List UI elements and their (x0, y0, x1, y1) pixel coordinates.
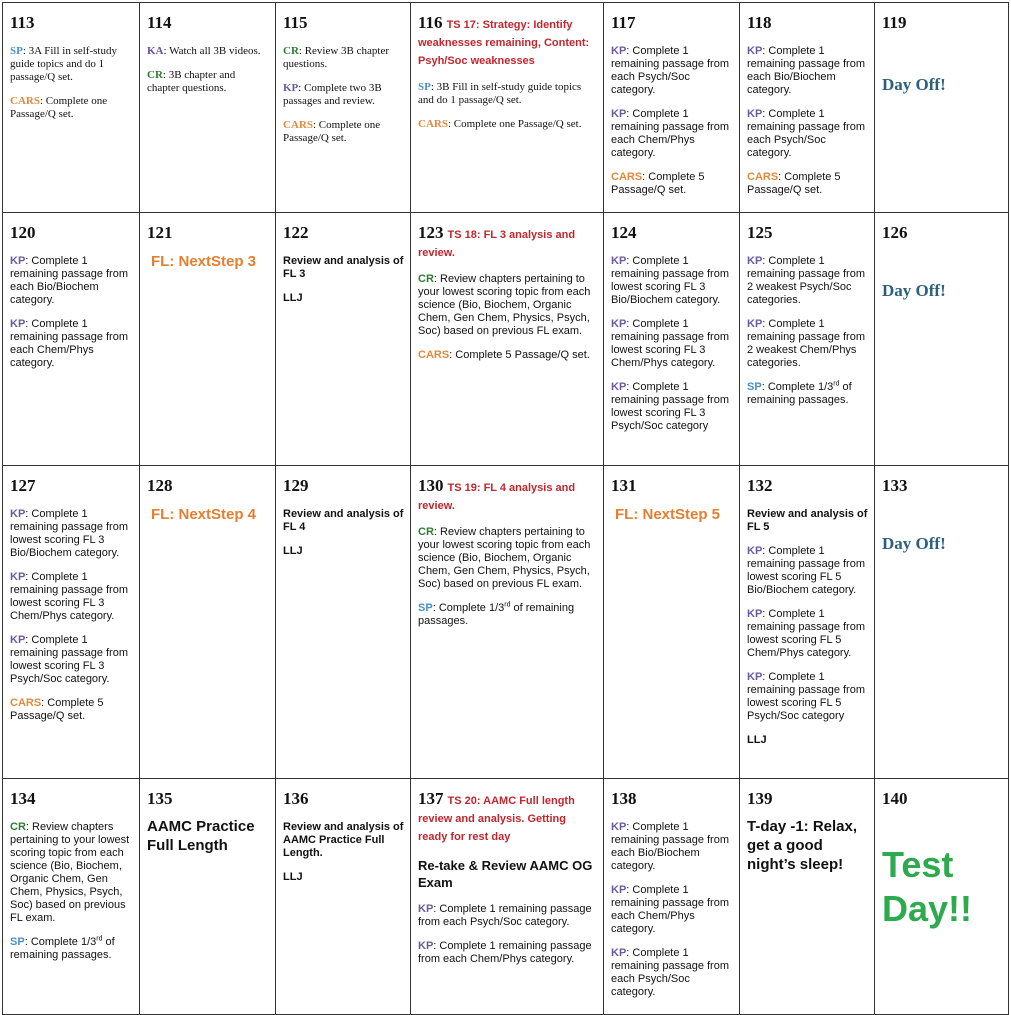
bold-task-text: LLJ (283, 871, 303, 883)
day-header (418, 476, 597, 514)
task-entry: KP: Complete 1 remaining passage from 2 weakest Psych/Soc categories. (747, 255, 866, 306)
task-tag-cr: CR (10, 821, 26, 833)
task-entry: CARS: Complete 5 Passage/Q set. (10, 697, 104, 722)
day-header (418, 789, 597, 845)
task-tag-kp: KP (747, 255, 763, 267)
task-entry (283, 821, 404, 860)
task-tag-sp: SP (418, 81, 431, 93)
day-cell-126 (875, 213, 1009, 466)
day-header (418, 13, 597, 69)
task-text: Complete 1 remaining passage from lowest scoring FL 3 Bio/Biochem category. (10, 508, 129, 559)
day-cell-113 (3, 3, 140, 213)
day-header (418, 223, 597, 261)
day-number: 140 (882, 789, 908, 808)
day-header (10, 223, 133, 243)
task-text: 3B chapter and chapter questions. (147, 69, 236, 94)
task-entry: KP: Complete 1 remaining passage from lowest scoring FL 3 Psych/Soc category (611, 381, 730, 432)
task-entry (283, 255, 404, 281)
day-number: 129 (283, 476, 309, 495)
day-number: 125 (747, 223, 773, 242)
day-header (747, 476, 868, 496)
day-header (10, 789, 133, 809)
task-text: Complete 5 Passage/Q set. (747, 171, 841, 196)
task-text: Complete one Passage/Q set. (10, 95, 108, 120)
ordinal-suffix: rd (96, 935, 103, 943)
task-tag-kp: KP (418, 903, 434, 915)
task-entry: KP: Complete 1 remaining passage from each Psych/Soc category. (418, 903, 592, 928)
day-header (147, 13, 269, 33)
day-number: 138 (611, 789, 637, 808)
task-tag-kp: KP (611, 821, 627, 833)
test-strategy-label: TS 20: AAMC Full length review and analysis. Getting ready for rest day (418, 795, 575, 843)
task-text: Watch all 3B videos. (169, 45, 261, 57)
full-length-exam-label: FL: NextStep 5 (615, 506, 721, 523)
full-length-exam-label: FL: NextStep 3 (151, 253, 257, 270)
day-number: 135 (147, 789, 173, 808)
bold-task-text: Review and analysis of FL 4 (283, 508, 404, 533)
task-text: Complete 1 remaining passage from each Psych/Soc category. (418, 903, 592, 928)
task-tag-kp: KP (611, 947, 627, 959)
task-entry: SP: Complete 1/3rd of remaining passages. (418, 601, 575, 627)
calendar-week-row (3, 779, 1009, 1015)
day-number: 139 (747, 789, 773, 808)
ordinal-suffix: rd (504, 601, 511, 609)
task-entry: KP: Complete 1 remaining passage from each Chem/Phys category. (418, 940, 592, 965)
task-entry: CR: Review 3B chapter questions. (283, 45, 390, 70)
day-header (10, 13, 133, 33)
task-text: Complete 1 remaining passage from each Bio/Biochem category. (611, 821, 730, 872)
task-text: Complete 1 remaining passage from each Bio/Biochem category. (10, 255, 129, 306)
task-text: Complete 5 Passage/Q set. (611, 171, 705, 196)
day-header (747, 223, 868, 243)
task-tag-kp: KP (611, 318, 627, 330)
task-tag-cars: CARS (10, 95, 40, 107)
bold-task-text: LLJ (283, 545, 303, 557)
highlight-label: AAMC Practice Full Length (147, 818, 255, 854)
test-strategy-label: TS 19: FL 4 analysis and review. (418, 482, 576, 512)
day-cell-140 (875, 779, 1009, 1015)
task-entry (747, 734, 868, 747)
task-text: Complete 1 remaining passage from lowest scoring FL 3 Psych/Soc category. (10, 634, 129, 685)
task-text: Complete 1/3 (438, 602, 505, 614)
day-number: 127 (10, 476, 36, 495)
day-number: 132 (747, 476, 773, 495)
task-entry: KP: Complete 1 remaining passage from lowest scoring FL 3 Bio/Biochem category. (611, 255, 730, 306)
day-number: 131 (611, 476, 637, 495)
test-strategy-label: TS 18: FL 3 analysis and review. (418, 229, 576, 259)
task-entry: CR: Review chapters pertaining to your lowest scoring topic from each science (Bio, Biochem, Organic Chem, Gen Chem, Physics, Psych, Soc) based on previous FL exam. (418, 526, 591, 590)
task-entry: CARS: Complete one Passage/Q set. (418, 118, 582, 130)
day-cell-134 (3, 779, 140, 1015)
task-text: Complete 1/3 (767, 381, 834, 393)
task-tag-ka: KA (147, 45, 164, 57)
task-entry: SP: 3A Fill in self-study guide topics and do 1 passage/Q set. (10, 45, 117, 83)
calendar-week-row (3, 466, 1009, 779)
day-number: 137 (418, 789, 444, 808)
task-text: Complete 1 remaining passage from lowest scoring FL 3 Chem/Phys category. (611, 318, 730, 369)
task-text: Review chapters pertaining to your lowest scoring topic from each science (Bio, Biochem, Organic Chem, Gen Chem, Physics, Psych, Soc) based on previous FL exam. (418, 273, 591, 337)
task-tag-cars: CARS (418, 118, 448, 130)
task-entry (283, 871, 404, 884)
task-text: Complete 1 remaining passage from each Chem/Phys category. (418, 940, 592, 965)
task-tag-cr: CR (418, 526, 434, 538)
task-tag-cars: CARS (283, 119, 313, 131)
day-cell-119 (875, 3, 1009, 213)
task-text: Complete 1 remaining passage from each Bio/Biochem category. (747, 45, 866, 96)
day-cell-122 (276, 213, 411, 466)
task-entry: KP: Complete 1 remaining passage from each Chem/Phys category. (10, 318, 129, 369)
day-cell-117 (604, 3, 740, 213)
task-tag-kp: KP (611, 108, 627, 120)
task-text: Review 3B chapter questions. (283, 45, 390, 70)
task-entry: CR: 3B chapter and chapter questions. (147, 69, 236, 94)
task-tag-cars: CARS (747, 171, 779, 183)
calendar-week-row (3, 3, 1009, 213)
task-entry: KP: Complete 1 remaining passage from each Chem/Phys category. (611, 108, 730, 159)
day-number: 123 (418, 223, 444, 242)
day-off-label: Day Off! (882, 75, 946, 94)
day-off-label: Day Off! (882, 534, 946, 553)
task-entry: CARS: Complete 5 Passage/Q set. (747, 171, 841, 196)
day-number: 136 (283, 789, 309, 808)
task-entry: KP: Complete 1 remaining passage from each Psych/Soc category. (611, 947, 730, 998)
task-tag-cars: CARS (418, 349, 450, 361)
day-header (611, 223, 733, 243)
day-header (882, 13, 1002, 33)
day-header (611, 476, 733, 496)
task-tag-cr: CR (418, 273, 434, 285)
full-length-exam-label: FL: NextStep 4 (151, 506, 257, 523)
task-text: Complete 1 remaining passage from each Chem/Phys category. (611, 884, 730, 935)
task-entry: KP: Complete 1 remaining passage from each Chem/Phys category. (611, 884, 730, 935)
task-text: Complete 1 remaining passage from each Chem/Phys category. (611, 108, 730, 159)
day-header (283, 476, 404, 496)
day-cell-120 (3, 213, 140, 466)
task-text: Complete two 3B passages and review. (283, 82, 382, 107)
bold-task-text: Review and analysis of FL 5 (747, 508, 868, 533)
day-cell-136 (276, 779, 411, 1015)
task-entry: CARS: Complete 5 Passage/Q set. (418, 349, 590, 361)
day-header (611, 13, 733, 33)
day-cell-125 (740, 213, 875, 466)
bold-task-text: LLJ (283, 292, 303, 304)
task-tag-kp: KP (611, 255, 627, 267)
day-number: 113 (10, 13, 35, 32)
task-entry: CR: Review chapters pertaining to your lowest scoring topic from each science (Bio, Biochem, Organic Chem, Gen Chem, Physics, Psych, Soc) based on previous FL exam. (10, 821, 130, 924)
task-entry: CARS: Complete one Passage/Q set. (283, 119, 381, 144)
task-tag-kp: KP (10, 508, 26, 520)
task-tag-kp: KP (10, 255, 26, 267)
day-cell-123 (411, 213, 604, 466)
task-entry: KP: Complete 1 remaining passage from lowest scoring FL 3 Chem/Phys category. (611, 318, 730, 369)
task-text: Complete 1 remaining passage from each Chem/Phys category. (10, 318, 129, 369)
task-text: Complete 1 remaining passage from each Psych/Soc category. (611, 947, 730, 998)
task-tag-kp: KP (747, 45, 763, 57)
task-tag-cr: CR (147, 69, 163, 81)
day-number: 126 (882, 223, 908, 242)
day-number: 117 (611, 13, 636, 32)
task-text: 3B Fill in self-study guide topics and do 1 passage/Q set. (418, 81, 582, 106)
task-entry: KP: Complete 1 remaining passage from each Psych/Soc category. (611, 45, 730, 96)
task-tag-sp: SP (747, 381, 762, 393)
day-number: 120 (10, 223, 36, 242)
task-entry: KP: Complete 1 remaining passage from lowest scoring FL 3 Psych/Soc category. (10, 634, 129, 685)
day-number: 122 (283, 223, 309, 242)
day-cell-138 (604, 779, 740, 1015)
day-cell-132 (740, 466, 875, 779)
task-tag-sp: SP (418, 602, 433, 614)
day-header (147, 223, 269, 243)
task-entry: KP: Complete 1 remaining passage from lowest scoring FL 5 Chem/Phys category. (747, 608, 866, 659)
day-off-label: Day Off! (882, 281, 946, 300)
task-entry (283, 545, 404, 558)
day-cell-115 (276, 3, 411, 213)
day-header (283, 223, 404, 243)
day-number: 116 (418, 13, 443, 32)
task-text: Review chapters pertaining to your lowest scoring topic from each science (Bio, Biochem, Organic Chem, Gen Chem, Physics, Psych, Soc) based on previous FL exam. (10, 821, 130, 924)
task-text: Complete 5 Passage/Q set. (455, 349, 590, 361)
task-entry: KP: Complete 1 remaining passage from lowest scoring FL 3 Chem/Phys category. (10, 571, 129, 622)
task-tag-kp: KP (747, 608, 763, 620)
task-text: Complete 1 remaining passage from lowest scoring FL 5 Bio/Biochem category. (747, 545, 866, 596)
task-tag-kp: KP (10, 318, 26, 330)
day-cell-128 (140, 466, 276, 779)
task-tag-sp: SP (10, 936, 25, 948)
task-entry: KP: Complete two 3B passages and review. (283, 82, 382, 107)
day-header (882, 223, 1002, 243)
task-text: Complete 1 remaining passage from each Psych/Soc category. (747, 108, 866, 159)
task-tag-kp: KP (611, 884, 627, 896)
task-text: 3A Fill in self-study guide topics and do 1 passage/Q set. (10, 45, 117, 83)
task-entry: CARS: Complete 5 Passage/Q set. (611, 171, 705, 196)
task-entry: KP: Complete 1 remaining passage from each Bio/Biochem category. (747, 45, 866, 96)
day-cell-137 (411, 779, 604, 1015)
task-entry: KP: Complete 1 remaining passage from 2 weakest Chem/Phys categories. (747, 318, 866, 369)
task-tag-kp: KP (418, 940, 434, 952)
task-entry: CARS: Complete one Passage/Q set. (10, 95, 108, 120)
task-tag-sp: SP (10, 45, 23, 57)
day-number: 134 (10, 789, 36, 808)
task-tag-kp: KP (747, 108, 763, 120)
day-number: 118 (747, 13, 772, 32)
bold-task-text: Review and analysis of FL 3 (283, 255, 404, 280)
retake-exam-label: Re-take & Review AAMC OG Exam (418, 858, 593, 890)
task-tag-kp: KP (611, 381, 627, 393)
task-entry: SP: 3B Fill in self-study guide topics and do 1 passage/Q set. (418, 81, 582, 106)
task-entry (283, 508, 404, 534)
task-text-continued: of remaining passages. (418, 602, 575, 627)
day-header (882, 476, 1002, 496)
ordinal-suffix: rd (833, 380, 840, 388)
task-entry: CR: Review chapters pertaining to your lowest scoring topic from each science (Bio, Biochem, Organic Chem, Gen Chem, Physics, Psych, Soc) based on previous FL exam. (418, 273, 591, 337)
task-entry (747, 508, 868, 534)
task-text: Complete 1 remaining passage from 2 weakest Chem/Phys categories. (747, 318, 866, 369)
day-cell-114 (140, 3, 276, 213)
task-entry: SP: Complete 1/3rd of remaining passages. (747, 380, 852, 406)
task-tag-kp: KP (611, 45, 627, 57)
task-entry: KP: Complete 1 remaining passage from lowest scoring FL 5 Psych/Soc category (747, 671, 866, 722)
task-entry: KP: Complete 1 remaining passage from lowest scoring FL 3 Bio/Biochem category. (10, 508, 129, 559)
day-number: 114 (147, 13, 172, 32)
day-cell-116 (411, 3, 604, 213)
task-entry: KP: Complete 1 remaining passage from each Bio/Biochem category. (611, 821, 730, 872)
task-entry: KP: Complete 1 remaining passage from lowest scoring FL 5 Bio/Biochem category. (747, 545, 866, 596)
task-tag-kp: KP (283, 82, 299, 94)
bold-task-text: Review and analysis of AAMC Practice Full Length. (283, 821, 404, 859)
day-cell-131 (604, 466, 740, 779)
task-text: Complete 1 remaining passage from lowest scoring FL 3 Chem/Phys category. (10, 571, 129, 622)
day-cell-121 (140, 213, 276, 466)
task-tag-cars: CARS (611, 171, 643, 183)
day-header (747, 13, 868, 33)
task-text: Complete 1 remaining passage from lowest scoring FL 5 Psych/Soc category (747, 671, 866, 722)
day-number: 130 (418, 476, 444, 495)
task-text: Complete one Passage/Q set. (283, 119, 381, 144)
day-header (611, 789, 733, 809)
day-cell-130 (411, 466, 604, 779)
task-entry: KP: Complete 1 remaining passage from each Psych/Soc category. (747, 108, 866, 159)
task-text-continued: of remaining passages. (747, 381, 852, 406)
task-text: Complete one Passage/Q set. (453, 118, 582, 130)
task-text-continued: of remaining passages. (10, 936, 115, 961)
highlight-label: T-day -1: Relax, get a good night’s sleep! (747, 818, 858, 873)
task-tag-kp: KP (747, 671, 763, 683)
day-cell-127 (3, 466, 140, 779)
task-text: Complete 1 remaining passage from 2 weakest Psych/Soc categories. (747, 255, 866, 306)
task-text: Complete 5 Passage/Q set. (10, 697, 104, 722)
day-number: 121 (147, 223, 173, 242)
task-tag-kp: KP (747, 318, 763, 330)
task-tag-kp: KP (10, 571, 26, 583)
day-cell-139 (740, 779, 875, 1015)
study-calendar (2, 2, 1009, 1015)
test-strategy-label: TS 17: Strategy: Identify weaknesses remaining, Content: Psyh/Soc weaknesses (418, 19, 590, 67)
task-entry: SP: Complete 1/3rd of remaining passages. (10, 935, 115, 961)
day-header (283, 789, 404, 809)
test-day-label: Test Day!! (882, 844, 973, 929)
task-tag-cr: CR (283, 45, 299, 57)
calendar-week-row (3, 213, 1009, 466)
task-text: Review chapters pertaining to your lowest scoring topic from each science (Bio, Biochem, Organic Chem, Gen Chem, Physics, Psych, Soc) based on previous FL exam. (418, 526, 591, 590)
day-number: 128 (147, 476, 173, 495)
day-cell-124 (604, 213, 740, 466)
task-tag-kp: KP (10, 634, 26, 646)
day-header (147, 476, 269, 496)
task-entry: KA: Watch all 3B videos. (147, 45, 261, 57)
day-header (147, 789, 269, 809)
day-header (283, 13, 404, 33)
task-text: Complete 1 remaining passage from lowest scoring FL 3 Bio/Biochem category. (611, 255, 730, 306)
day-header (10, 476, 133, 496)
task-text: Complete 1 remaining passage from lowest scoring FL 3 Psych/Soc category (611, 381, 730, 432)
day-header (747, 789, 868, 809)
task-text: Complete 1 remaining passage from each Psych/Soc category. (611, 45, 730, 96)
day-number: 133 (882, 476, 908, 495)
day-cell-135 (140, 779, 276, 1015)
task-text: Complete 1/3 (30, 936, 97, 948)
task-text: Complete 1 remaining passage from lowest scoring FL 5 Chem/Phys category. (747, 608, 866, 659)
day-number: 124 (611, 223, 637, 242)
bold-task-text: LLJ (747, 734, 767, 746)
day-number: 119 (882, 13, 907, 32)
day-number: 115 (283, 13, 308, 32)
day-cell-129 (276, 466, 411, 779)
day-cell-133 (875, 466, 1009, 779)
day-cell-118 (740, 3, 875, 213)
task-tag-kp: KP (747, 545, 763, 557)
task-entry (283, 292, 404, 305)
task-entry: KP: Complete 1 remaining passage from each Bio/Biochem category. (10, 255, 129, 306)
day-header (882, 789, 1002, 809)
task-tag-cars: CARS (10, 697, 42, 709)
